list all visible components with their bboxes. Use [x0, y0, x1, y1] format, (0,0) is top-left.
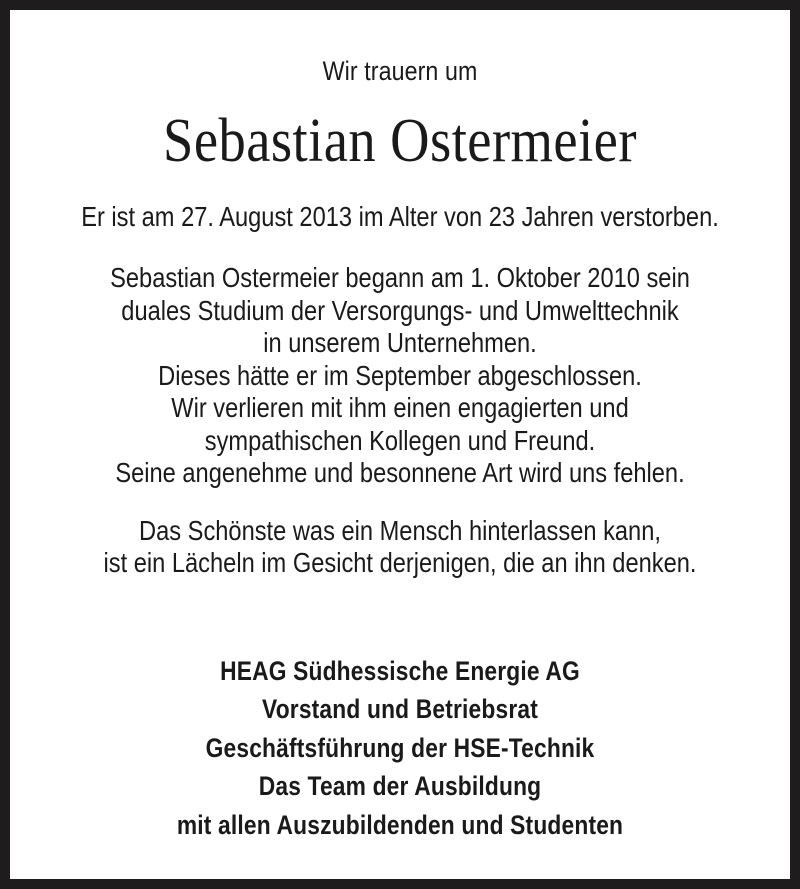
signatory-line-company: HEAG Südhessische Energie AG — [220, 655, 580, 686]
signatory-block — [10, 652, 790, 845]
signatory-line: Vorstand und Betriebsrat — [262, 694, 538, 724]
biography-line: Wir verlieren mit ihm einen engagierten und — [171, 392, 629, 423]
biography-line: sympathischen Kollegen und Freund. — [204, 424, 596, 456]
death-announcement-line: Er ist am 27. August 2013 im Alter von 23 Jahren verstorben. — [81, 201, 719, 232]
signatory-line: mit allen Auszubildenden und Studenten — [176, 809, 624, 840]
quote-line: Das Schönste was ein Mensch hinterlassen kann, — [139, 514, 661, 546]
biography-line: in unserem Unternehmen. — [263, 327, 537, 358]
memorial-quote — [10, 515, 790, 580]
quote-line: ist ein Lächeln im Gesicht derjenigen, die an ihn denken. — [103, 547, 697, 578]
signatory-line: Geschäftsführung der HSE-Technik — [205, 732, 595, 763]
biography-line: Dieses hätte er im September abgeschlossen. — [158, 359, 642, 391]
biography-line: duales Studium der Versorgungs- und Umwelttechnik — [121, 294, 679, 326]
signatory-line: Das Team der Ausbildung — [258, 771, 542, 801]
biography-paragraph — [10, 262, 790, 490]
deceased-name: Sebastian Ostermeier — [163, 107, 637, 175]
biography-line: Seine angenehme und besonnene Art wird uns fehlen. — [115, 457, 685, 488]
biography-line: Sebastian Ostermeier begann am 1. Oktober 2010 sein — [110, 262, 690, 293]
obituary-content — [10, 10, 790, 879]
mourning-label: Wir trauern um — [322, 56, 478, 86]
